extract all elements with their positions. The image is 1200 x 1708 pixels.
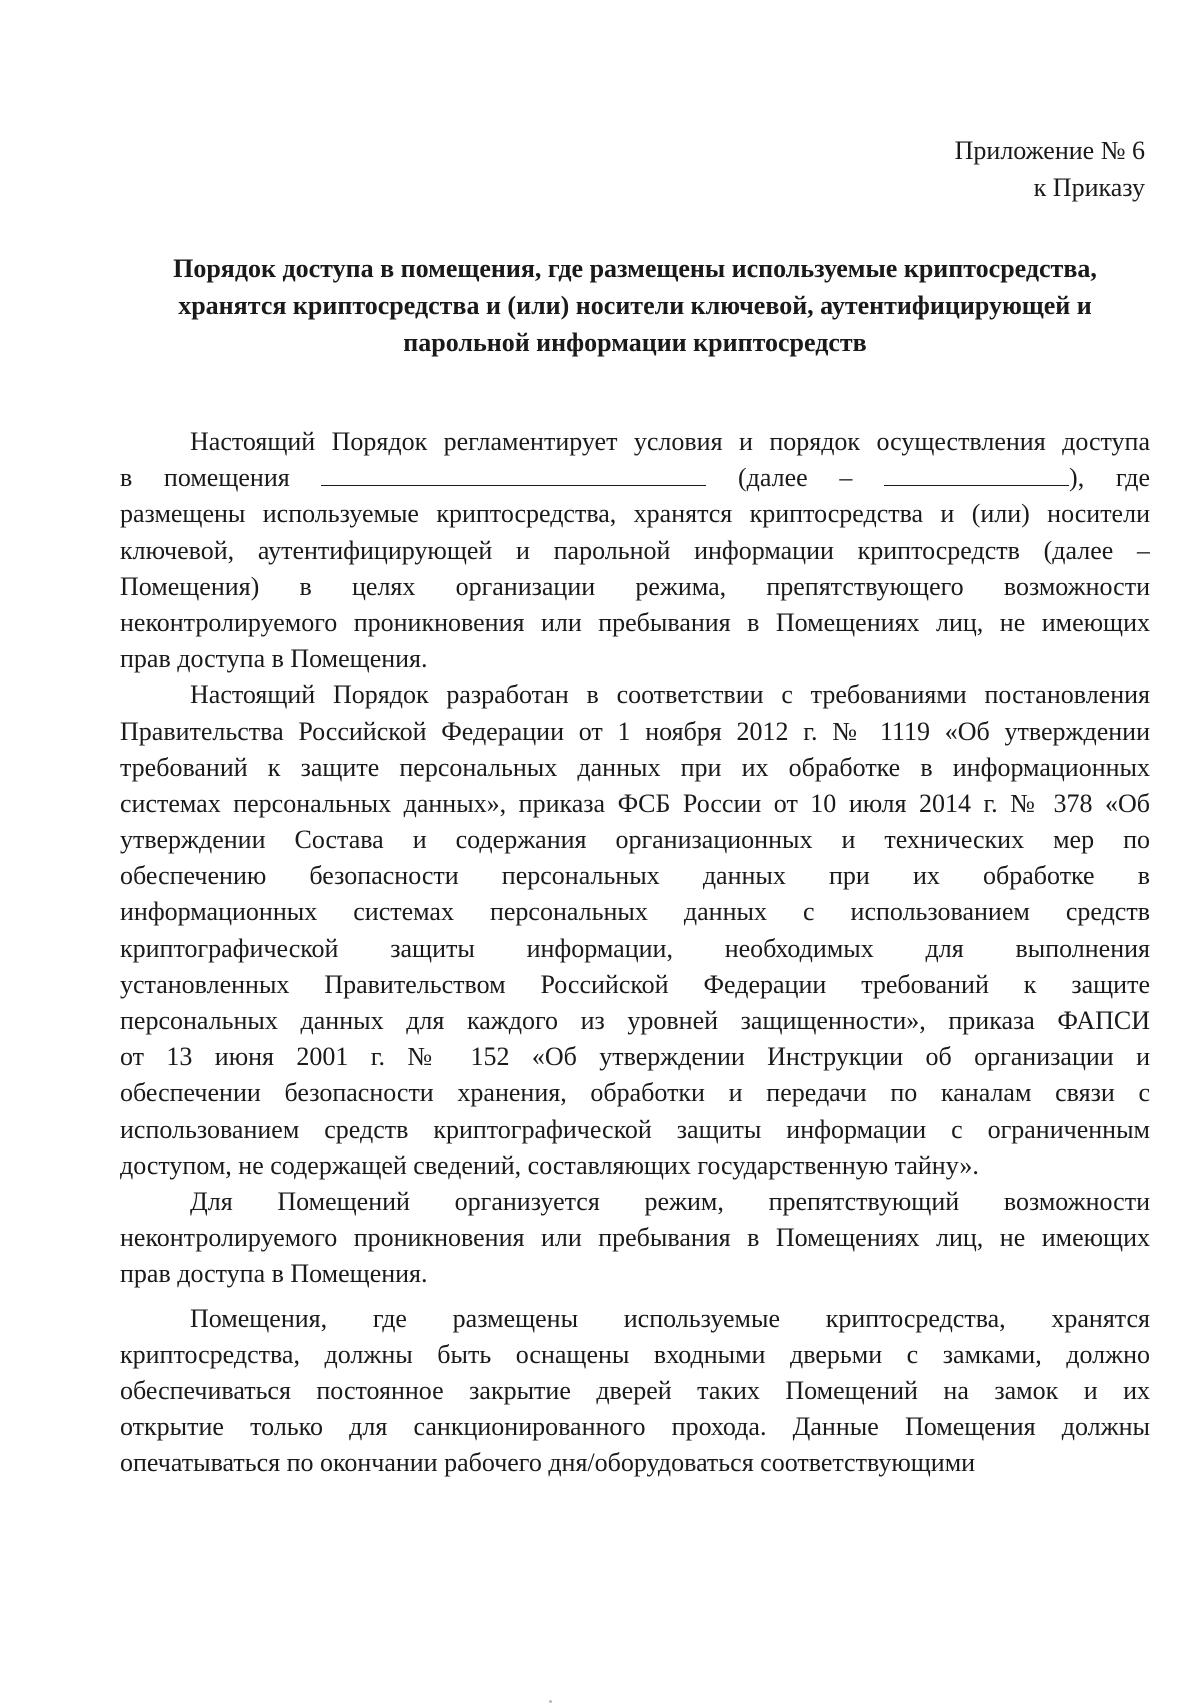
text-line: криптосредства, должны быть оснащены входными дверьми с замками, должно	[120, 1339, 1150, 1369]
paragraph-2	[120, 677, 1150, 1184]
text-line: доступом, не содержащей сведений, составляющих государственную тайну».	[120, 1150, 979, 1180]
text-line: Для Помещений организуется режим, препятствующий возможности	[190, 1186, 1150, 1216]
document-body	[120, 424, 1150, 1481]
text-line: системах персональных данных», приказа ФСБ России от 10 июля 2014 г. № 378 «Об	[120, 788, 1150, 818]
text-line-with-blanks	[120, 460, 1150, 496]
text-line: обеспечении безопасности хранения, обработки и передачи по каналам связи с	[120, 1078, 1150, 1108]
text-line: установленных Правительством Российской Федерации требований к защите	[120, 969, 1150, 999]
text-line: от 13 июня 2001 г. № 152 «Об утверждении Инструкции об организации и	[120, 1042, 1150, 1072]
paragraph-1	[120, 424, 1150, 677]
appendix-number: Приложение № 6	[954, 136, 1145, 165]
text-line: Настоящий Порядок разработан в соответствии с требованиями постановления	[190, 680, 1150, 710]
text-line: использованием средств криптографической защиты информации с ограниченным	[120, 1114, 1150, 1144]
text-line: неконтролируемого проникновения или пребывания в Помещениях лиц, не имеющих	[120, 607, 1150, 637]
text-line: ключевой, аутентифицирующей и парольной информации криптосредств (далее –	[120, 535, 1150, 565]
text-line: Помещения) в целях организации режима, препятствующего возможности	[120, 571, 1150, 601]
text-line: неконтролируемого проникновения или пребывания в Помещениях лиц, не имеющих	[120, 1223, 1150, 1253]
title-line: парольной информации криптосредств	[403, 328, 867, 357]
text-line: опечатываться по окончании рабочего дня/оборудоваться соответствующими	[120, 1448, 976, 1478]
appendix-reference: к Приказу	[1033, 173, 1145, 202]
text-line: открытие только для санкционированного прохода. Данные Помещения должны	[120, 1412, 1150, 1442]
title-line: хранятся криптосредства и (или) носители ключевой, аутентифицирующей и	[178, 291, 1092, 320]
title-line: Порядок доступа в помещения, где размещены используемые криптосредства,	[173, 254, 1097, 283]
scan-speck	[549, 1700, 552, 1703]
text-line: прав доступа в Помещения.	[120, 1259, 428, 1289]
paragraph-spacing	[120, 1293, 1150, 1301]
text-line: Правительства Российской Федерации от 1 ноября 2012 г. № 1119 «Об утверждении	[120, 716, 1150, 746]
blank-premises-field	[321, 461, 706, 486]
text-fragment: (далее –	[738, 463, 853, 493]
document-title	[120, 250, 1150, 361]
appendix-header	[955, 132, 1145, 206]
text-line: обеспечиваться постоянное закрытие дверей таких Помещений на замок и их	[120, 1375, 1150, 1405]
text-fragment: ),	[1069, 463, 1085, 493]
text-fragment: в помещения	[120, 463, 290, 493]
text-line: криптографической защиты информации, необходимых для выполнения	[120, 933, 1150, 963]
paragraph-3	[120, 1184, 1150, 1293]
text-line: утверждении Состава и содержания организационных и технических мер по	[120, 825, 1150, 855]
text-line: требований к защите персональных данных при их обработке в информационных	[120, 752, 1150, 782]
text-line: персональных данных для каждого из уровней защищенности», приказа ФАПСИ	[120, 1006, 1150, 1035]
paragraph-4	[120, 1301, 1150, 1482]
text-line: Настоящий Порядок регламентирует условия и порядок осуществления доступа	[190, 427, 1150, 456]
text-line: прав доступа в Помещения.	[120, 644, 428, 674]
text-line: Помещения, где размещены используемые криптосредства, хранятся	[190, 1303, 1150, 1333]
blank-abbreviation-field	[884, 461, 1069, 486]
text-line: информационных системах персональных данных с использованием средств	[120, 897, 1150, 927]
text-line: размещены используемые криптосредства, хранятся криптосредства и (или) носители	[120, 499, 1150, 529]
text-line: обеспечению безопасности персональных данных при их обработке в	[120, 861, 1150, 891]
text-fragment: где	[1115, 463, 1150, 493]
